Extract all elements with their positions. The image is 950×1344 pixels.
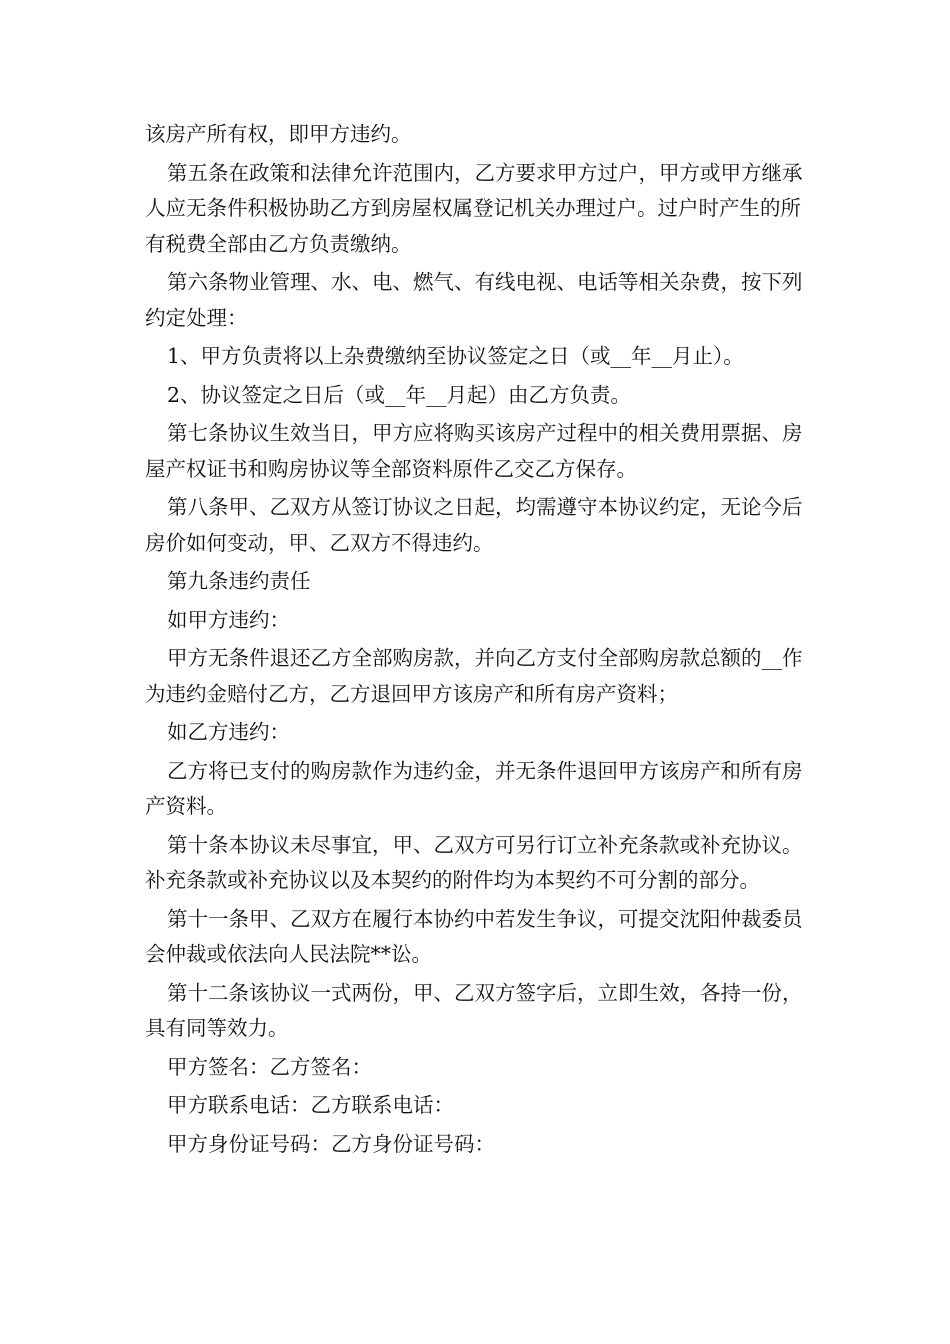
paragraph-ownership-breach: 该房产所有权，即甲方违约。 — [145, 122, 412, 146]
signature-line: 甲方签名：乙方签名： — [167, 1054, 372, 1079]
paragraph-article-5: 第五条在政策和法律允许范围内，乙方要求甲方过户，甲方或甲方继承人应无条件积极协助乙方到房屋权属登记机关办理过户。过户时产生的所有税费全部由乙方负责缴纳。 — [145, 160, 803, 256]
paragraph-article-6-item-1: 1、甲方负责将以上杂费缴纳至协议签定之日（或__年__月止）。 — [167, 344, 744, 368]
paragraph-article-7: 第七条协议生效当日，甲方应将购买该房产过程中的相关费用票据、房屋产权证书和购房协议等全部资料原件乙交乙方保存。 — [145, 421, 803, 481]
paragraph-article-8: 第八条甲、乙双方从签订协议之日起，均需遵守本协议约定，无论今后房价如何变动，甲、乙双方不得违约。 — [145, 495, 803, 555]
paragraph-party-b-breach-heading: 如乙方违约： — [167, 720, 290, 744]
paragraph-party-a-breach-terms: 甲方无条件退还乙方全部购房款，并向乙方支付全部购房款总额的__作为违约金赔付乙方，乙方退回甲方该房产和所有房产资料； — [145, 646, 803, 706]
document-body — [145, 117, 810, 1165]
paragraph-article-6-item-2: 2、协议签定之日后（或__年__月起）由乙方负责。 — [167, 382, 632, 407]
id-number-line: 甲方身份证号码：乙方身份证号码： — [167, 1131, 495, 1156]
phone-line: 甲方联系电话：乙方联系电话： — [167, 1093, 454, 1117]
paragraph-article-10: 第十条本协议未尽事宜，甲、乙双方可另行订立补充条款或补充协议。补充条款或补充协议以及本契约的附件均为本契约不可分割的部分。 — [145, 832, 803, 892]
paragraph-article-12: 第十二条该协议一式两份，甲、乙双方签字后，立即生效，各持一份，具有同等效力。 — [145, 980, 803, 1040]
paragraph-party-b-breach-terms: 乙方将已支付的购房款作为违约金，并无条件退回甲方该房产和所有房产资料。 — [145, 758, 803, 818]
paragraph-party-a-breach-heading: 如甲方违约： — [167, 607, 290, 632]
paragraph-article-11: 第十一条甲、乙双方在履行本协约中若发生争议，可提交沈阳仲裁委员会仲裁或依法向人民法院**讼。 — [145, 906, 803, 966]
paragraph-article-6: 第六条物业管理、水、电、燃气、有线电视、电话等相关杂费，按下列约定处理： — [145, 270, 803, 330]
paragraph-article-9-heading: 第九条违约责任 — [167, 569, 311, 593]
